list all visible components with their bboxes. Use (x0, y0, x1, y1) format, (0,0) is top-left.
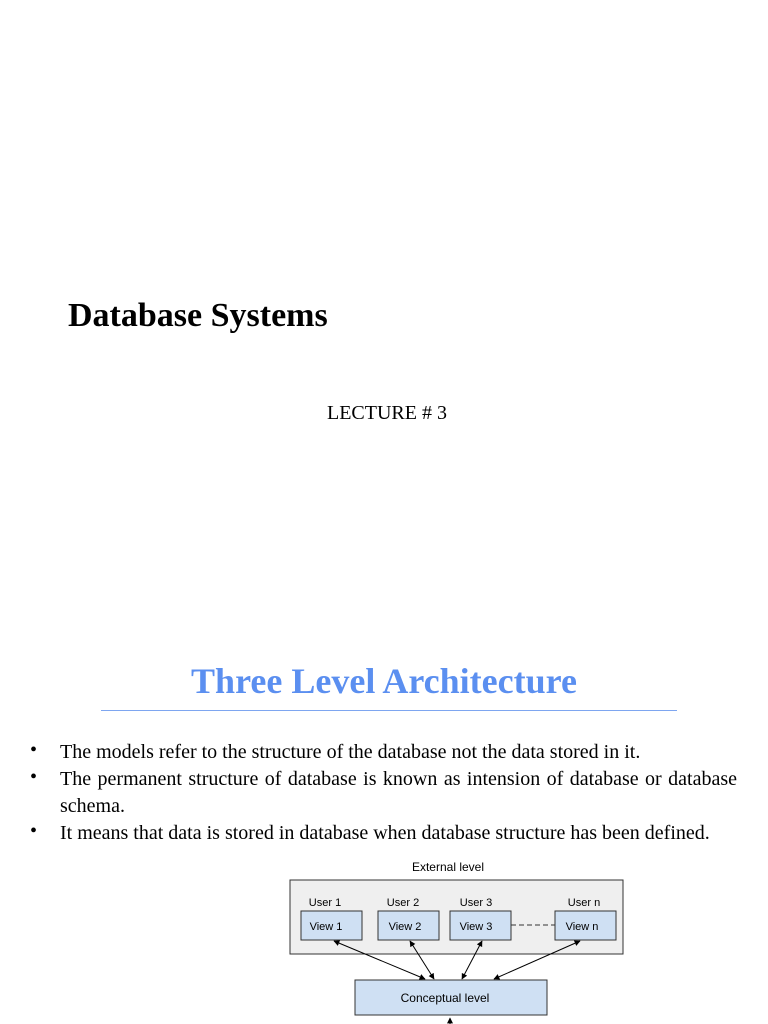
bullet-item (30, 739, 737, 766)
view-label: View 3 (459, 921, 493, 933)
bullet-icon: • (30, 766, 38, 788)
user-label: User 3 (459, 897, 493, 909)
title-divider (101, 710, 677, 711)
view-label: View n (565, 921, 599, 933)
view-label: View 2 (388, 921, 422, 933)
bullet-item (30, 766, 737, 820)
user-label: User n (567, 897, 601, 909)
bullet-text: The models refer to the structure of the database not the data stored in it. (60, 741, 641, 763)
bullet-icon: • (30, 820, 38, 842)
slide-title: Database Systems (68, 297, 328, 334)
section-title: Three Level Architecture (191, 661, 577, 701)
bullet-text: It means that data is stored in database when database structure has been defined. (60, 822, 710, 844)
bullet-item (30, 820, 737, 847)
bullet-list (30, 739, 737, 847)
user-label: User 2 (386, 897, 420, 909)
lecture-number: LECTURE # 3 (327, 402, 447, 424)
external-level-label: External level (411, 860, 485, 874)
user-label: User 1 (308, 897, 342, 909)
bullet-text: The permanent structure of database is known as intension of database or database schema. (60, 768, 737, 817)
three-level-diagram (280, 856, 640, 1024)
bullet-icon: • (30, 739, 38, 761)
conceptual-level-label: Conceptual level (400, 991, 490, 1005)
view-label: View 1 (309, 921, 343, 933)
